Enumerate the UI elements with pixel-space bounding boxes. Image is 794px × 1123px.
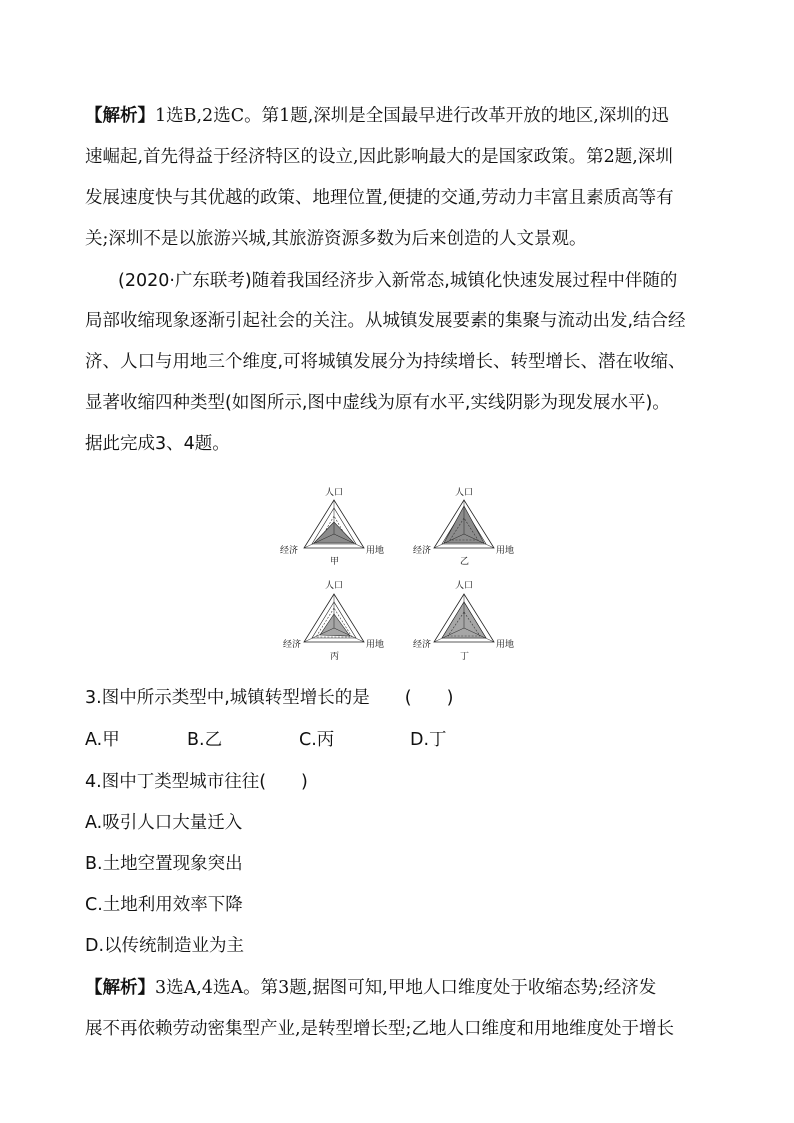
diagram-label: 甲 [330,557,340,567]
axis-label-population: 人口 [325,581,344,591]
analysis-1-line-3: 发展速度快与其优越的政策、地理位置,便捷的交通,劳动力丰富且素质高等有 [85,188,674,208]
axis-label-population: 人口 [325,488,344,498]
axis-label-land: 用地 [496,640,515,650]
city-type-triangle-figure [272,478,522,673]
q3-option-c: C.丙 [299,730,335,750]
q4-option-c: C.土地利用效率下降 [85,895,243,915]
axis-label-economy: 经济 [413,640,432,650]
axis-label-economy: 经济 [280,546,299,556]
analysis-1-line-1: 【解析】1选B,2选C。第1题,深圳是全国最早进行改革开放的地区,深圳的迅 [85,106,669,126]
analysis-2-line-2: 展不再依赖劳动密集型产业,是转型增长型;乙地人口维度和用地维度处于增长 [85,1019,674,1039]
question-3-stem: 3.图中所示类型中,城镇转型增长的是 ( ) [85,688,454,708]
analysis-tag: 【解析】 [85,106,155,126]
q4-option-d: D.以传统制造业为主 [85,936,245,956]
axis-label-population: 人口 [455,488,474,498]
q4-option-b: B.土地空置现象突出 [85,854,243,874]
diagram-jia [280,486,384,567]
question-4-stem: 4.图中丁类型城市往往( ) [85,772,308,792]
passage-line-4: 显著收缩四种类型(如图所示,图中虚线为原有水平,实线阴影为现发展水平)。 [85,393,670,413]
analysis-2-line-1: 【解析】3选A,4选A。第3题,据图可知,甲地人口维度处于收缩态势;经济发 [85,978,657,998]
diagram-bing [283,579,384,662]
analysis-1-line-4: 关;深圳不是以旅游兴城,其旅游资源多数为后来创造的人文景观。 [85,229,587,249]
passage-line-3: 济、人口与用地三个维度,可将城镇发展分为持续增长、转型增长、潜在收缩、 [85,352,686,372]
diagram-yi [413,486,514,567]
axis-label-economy: 经济 [283,640,302,650]
passage-line-5: 据此完成3、4题。 [85,434,230,454]
axis-label-land: 用地 [366,640,385,650]
analysis-tag: 【解析】 [85,978,155,998]
analysis-1-line-2: 速崛起,首先得益于经济特区的设立,因此影响最大的是国家政策。第2题,深圳 [85,147,673,167]
q3-option-b: B.乙 [187,730,223,750]
diagram-ding [413,579,514,662]
passage-line-1: (2020·广东联考)随着我国经济步入新常态,城镇化快速发展过程中伴随的 [118,271,678,291]
axis-label-land: 用地 [366,546,385,556]
axis-label-land: 用地 [496,546,515,556]
diagram-label: 丙 [330,652,340,662]
q4-option-a: A.吸引人口大量迁入 [85,813,243,833]
diagram-label: 乙 [460,557,470,567]
diagram-label: 丁 [460,652,470,662]
axis-label-economy: 经济 [413,546,432,556]
axis-label-population: 人口 [455,581,474,591]
q3-option-d: D.丁 [410,730,447,750]
q3-option-a: A.甲 [85,730,120,750]
passage-line-2: 局部收缩现象逐渐引起社会的关注。从城镇发展要素的集聚与流动出发,结合经 [85,311,686,331]
